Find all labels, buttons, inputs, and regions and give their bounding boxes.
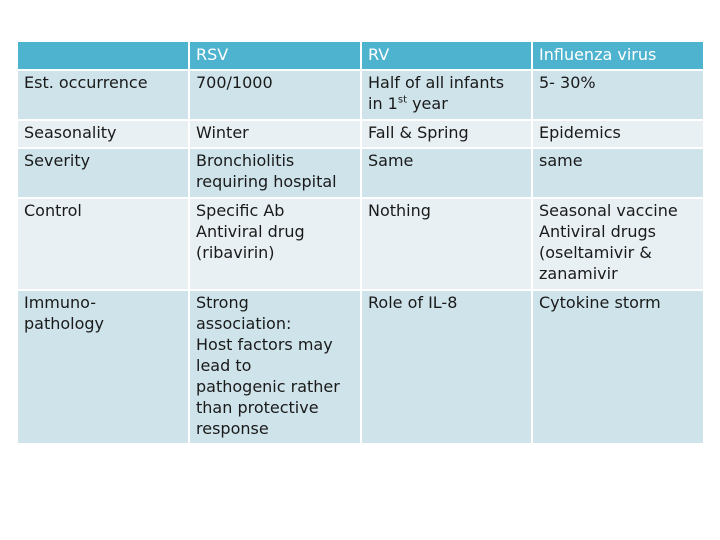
row-label-text: Severity bbox=[24, 151, 91, 170]
cell-text: Half of all infants bbox=[368, 73, 505, 92]
cell-rsv bbox=[189, 148, 361, 198]
header-influenza: Influenza virus bbox=[532, 41, 704, 70]
cell-influenza bbox=[532, 290, 704, 444]
row-label bbox=[17, 148, 189, 198]
row-label bbox=[17, 290, 189, 444]
cell-text: than protective bbox=[196, 398, 319, 417]
cell-text: Bronchiolitis bbox=[196, 151, 295, 170]
cell-rv bbox=[361, 120, 532, 148]
table-row-est-occurrence bbox=[17, 70, 704, 120]
cell-text: pathogenic rather bbox=[196, 377, 340, 396]
header-empty-cell bbox=[17, 41, 189, 70]
cell-rsv bbox=[189, 120, 361, 148]
cell-text: Same bbox=[368, 151, 414, 170]
cell-rv bbox=[361, 198, 532, 290]
cell-influenza bbox=[532, 198, 704, 290]
cell-rsv bbox=[189, 198, 361, 290]
row-label-text: Est. occurrence bbox=[24, 73, 148, 92]
cell-text: (ribavirin) bbox=[196, 243, 275, 262]
cell-text: zanamivir bbox=[539, 264, 618, 283]
cell-rsv bbox=[189, 290, 361, 444]
cell-text: Nothing bbox=[368, 201, 431, 220]
header-rv: RV bbox=[361, 41, 532, 70]
cell-text: Host factors may bbox=[196, 335, 333, 354]
row-label-text: pathology bbox=[24, 314, 105, 333]
virus-comparison-table bbox=[16, 40, 705, 445]
cell-influenza bbox=[532, 70, 704, 120]
row-label bbox=[17, 120, 189, 148]
superscript-st: st bbox=[397, 94, 407, 106]
row-label bbox=[17, 198, 189, 290]
cell-rv bbox=[361, 290, 532, 444]
table-row-control bbox=[17, 198, 704, 290]
cell-text: Winter bbox=[196, 123, 249, 142]
cell-text: Role of IL-8 bbox=[368, 293, 458, 312]
cell-influenza bbox=[532, 148, 704, 198]
table-row-immunopathology bbox=[17, 290, 704, 444]
header-rsv: RSV bbox=[189, 41, 361, 70]
cell-influenza bbox=[532, 120, 704, 148]
cell-text: lead to bbox=[196, 356, 252, 375]
cell-text: Strong bbox=[196, 293, 249, 312]
cell-text: Cytokine storm bbox=[539, 293, 661, 312]
cell-rv bbox=[361, 148, 532, 198]
cell-rsv bbox=[189, 70, 361, 120]
cell-text: association: bbox=[196, 314, 292, 333]
cell-text: Antiviral drug bbox=[196, 222, 305, 241]
cell-text: Antiviral drugs bbox=[539, 222, 656, 241]
cell-text: response bbox=[196, 419, 269, 438]
cell-rv bbox=[361, 70, 532, 120]
row-label-text: Control bbox=[24, 201, 82, 220]
cell-text: (oseltamivir & bbox=[539, 243, 652, 262]
cell-text: Seasonal vaccine bbox=[539, 201, 678, 220]
table-row-severity bbox=[17, 148, 704, 198]
cell-text: Epidemics bbox=[539, 123, 621, 142]
cell-text: Specific Ab bbox=[196, 201, 285, 220]
cell-text: Fall & Spring bbox=[368, 123, 469, 142]
header-row bbox=[17, 41, 704, 70]
row-label bbox=[17, 70, 189, 120]
cell-text: 5- 30% bbox=[539, 73, 596, 92]
cell-text: requiring hospital bbox=[196, 172, 337, 191]
cell-text-first-year: in 1st year bbox=[368, 94, 448, 113]
row-label-text: Seasonality bbox=[24, 123, 117, 142]
row-label-text: Immuno- bbox=[24, 293, 97, 312]
table-row-seasonality bbox=[17, 120, 704, 148]
cell-text: 700/1000 bbox=[196, 73, 273, 92]
cell-text: same bbox=[539, 151, 583, 170]
